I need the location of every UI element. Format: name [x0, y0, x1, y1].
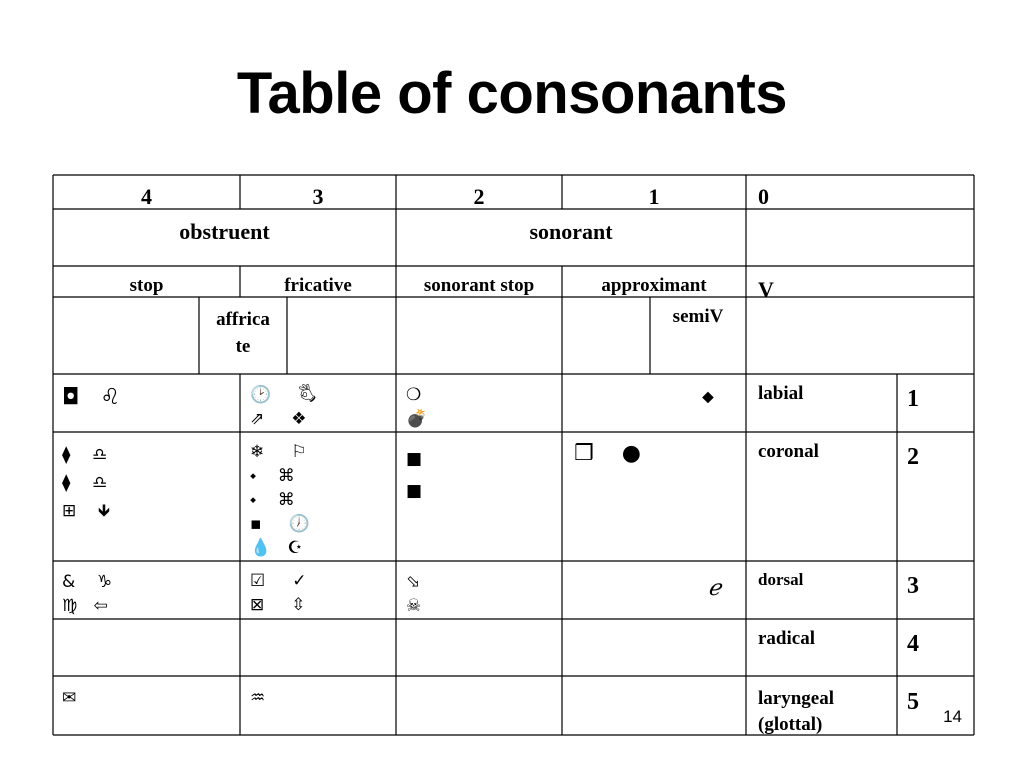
place-num-4: 4: [907, 631, 919, 657]
col-header-0: 0: [758, 184, 769, 209]
place-num-1: 1: [907, 386, 919, 412]
slide-number: 14: [943, 707, 962, 726]
col-header-2: 2: [473, 184, 485, 209]
page-title: Table of consonants: [236, 61, 788, 126]
manner-sonorant-stop: sonorant stop: [423, 275, 535, 296]
symbols-labial-sonorant: ❍ 💣: [406, 385, 428, 429]
col-header-1: 1: [648, 184, 660, 209]
symbols-coronal-stop: ⧫ ♎ ⧫ ♎ ⊞ 🡻: [62, 445, 111, 521]
manner-approximant: approximant: [601, 275, 707, 296]
place-dorsal: dorsal: [758, 570, 804, 589]
place-laryngeal: laryngeal (glottal): [758, 688, 834, 735]
place-num-5: 5: [907, 689, 919, 715]
symbols-dorsal-sonorant: ⬂ ☠: [406, 572, 422, 616]
symbols-dorsal-approximant: ℯ: [708, 575, 722, 600]
place-radical: radical: [758, 628, 815, 649]
symbols-coronal-sonorant: ■ ■: [406, 449, 423, 501]
manner-affricate: affrica te: [216, 309, 270, 357]
place-num-3: 3: [907, 573, 919, 599]
col-header-3: 3: [312, 184, 324, 209]
symbols-laryngeal-fricative: ♒: [250, 688, 266, 708]
symbols-coronal-fricative: ❄ ⚐ ⬩ ⌘ ⬩ ⌘ ▪ 🕖 💧 ☪: [250, 442, 310, 558]
symbols-labial-approximant: ⬥: [702, 387, 714, 407]
place-coronal: coronal: [758, 441, 819, 462]
symbols-coronal-approximant: ❒ ●: [574, 441, 641, 466]
manner-semivowel: semiV: [672, 306, 724, 327]
symbols-laryngeal-stop: ✉: [62, 688, 77, 708]
group-obstruent: obstruent: [179, 219, 270, 244]
manner-stop: stop: [129, 275, 164, 296]
symbols-labial-fricative: 🕑 🖏 ⇗ ❖: [250, 385, 317, 429]
group-sonorant: sonorant: [529, 219, 613, 244]
place-labial: labial: [758, 383, 804, 404]
manner-fricative: fricative: [284, 275, 352, 296]
place-num-2: 2: [907, 444, 919, 470]
symbols-dorsal-stop: & ♑ ♍ ⇦: [62, 572, 113, 616]
manner-vowel: V: [758, 277, 774, 302]
col-header-4: 4: [141, 184, 152, 209]
symbols-labial-stop: ◘ ♌: [62, 385, 121, 410]
symbols-dorsal-fricative: ☑ ✓ ⊠ ⇳: [250, 571, 307, 615]
